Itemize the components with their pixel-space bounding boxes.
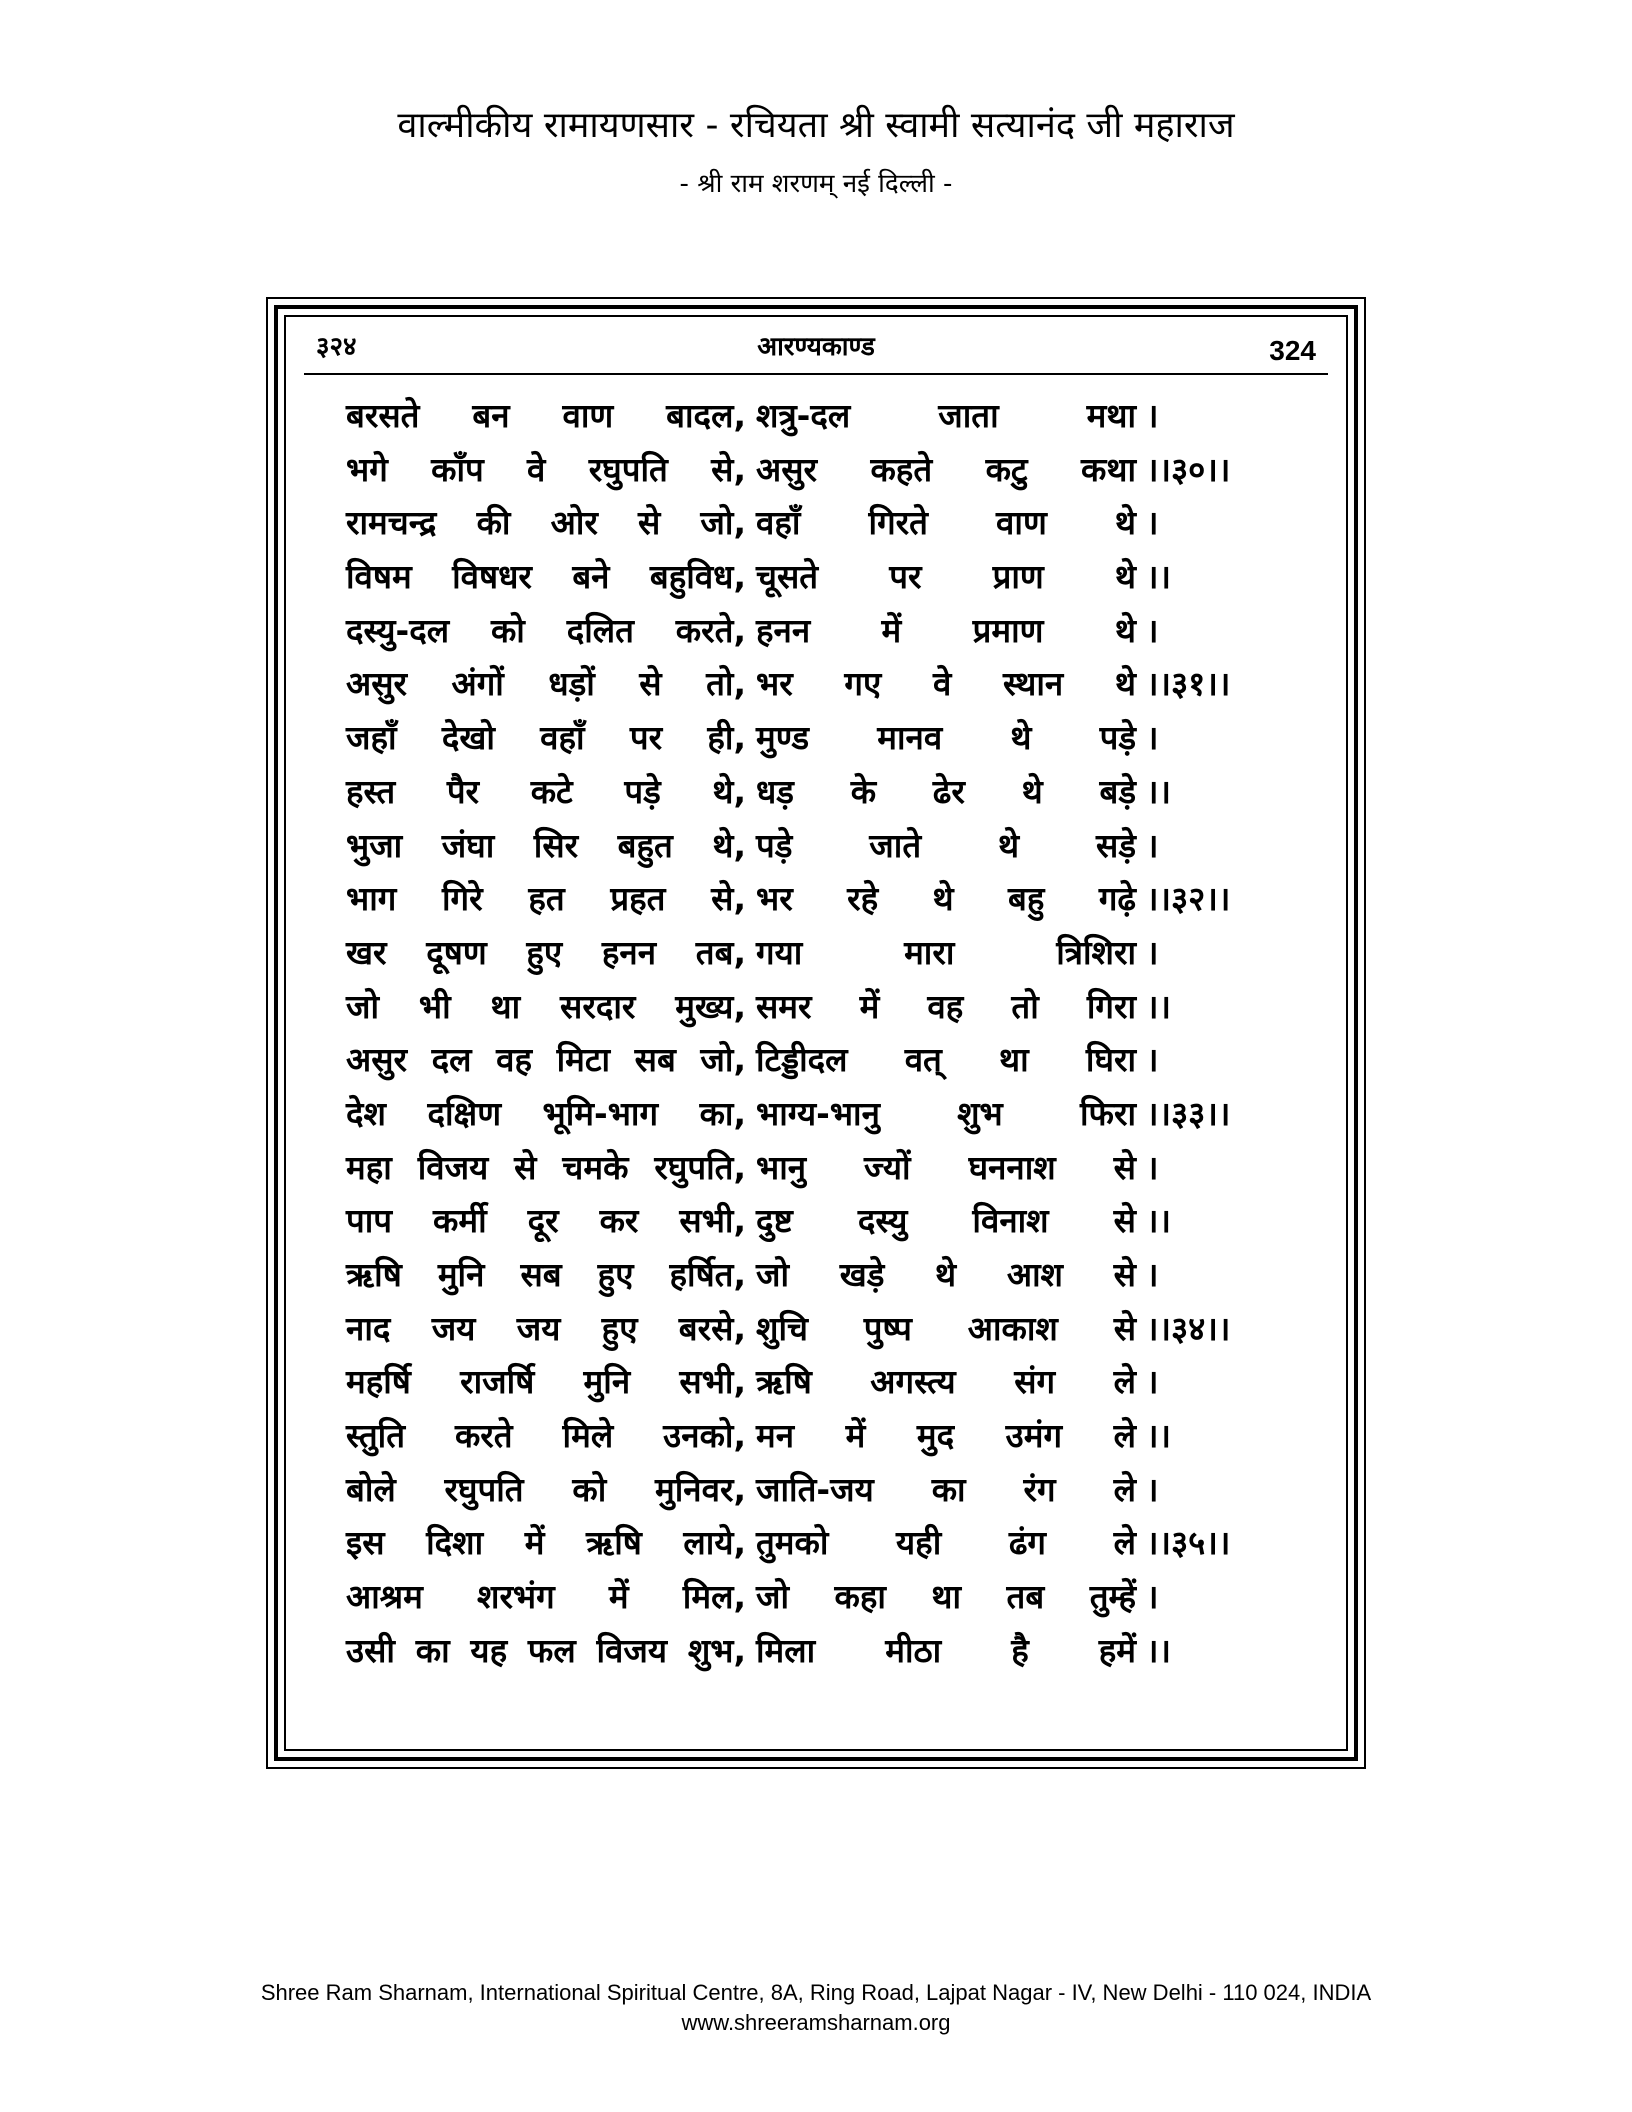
verse-first-half: उसी का यह फल विजय शुभ,: [346, 1630, 746, 1670]
verse-line: [346, 657, 1306, 711]
verse-first-half: भगे काँप वे रघुपति से,: [346, 449, 746, 489]
verse-second-half: असुर कहते कटु कथा: [756, 449, 1136, 489]
verse-second-half: जो कहा था तब तुम्हें: [756, 1577, 1136, 1617]
verse-end-mark: ।: [1146, 1040, 1159, 1080]
verse-end-mark: ।: [1146, 396, 1159, 435]
verse-line: [346, 1516, 1306, 1570]
verse-first-half: असुर अंगों धड़ों से तो,: [346, 664, 746, 704]
verse-second-half: मन में मुद उमंग ले: [756, 1416, 1136, 1456]
verse-second-half: शत्रु-दल जाता मथा: [756, 396, 1136, 435]
verse-line: [346, 1409, 1306, 1463]
verse-end-mark: ।: [1146, 1147, 1159, 1187]
verse-second-half: भर गए वे स्थान थे: [756, 664, 1136, 704]
verse-line: [346, 496, 1306, 550]
verse-first-half: बरसते बन वाण बादल,: [346, 396, 746, 435]
verse-line: [346, 1624, 1306, 1678]
page-header: [316, 327, 1316, 367]
verse-line: [346, 1570, 1306, 1624]
verse-end-mark: ।: [1146, 1577, 1159, 1617]
verse-line: [346, 872, 1306, 926]
verse-first-half: दस्यु-दल को दलित करते,: [346, 610, 746, 650]
page-frame-inner-border: [284, 315, 1348, 1751]
page-frame-middle-border: [274, 305, 1358, 1761]
verse-end-mark: ।: [1146, 825, 1159, 865]
verse-second-half: जो खड़े थे आश से: [756, 1255, 1136, 1294]
verse-end-mark: ।।: [1146, 1201, 1172, 1241]
verse-first-half: जहाँ देखो वहाँ पर ही,: [346, 718, 746, 758]
verse-first-half: असुर दल वह मिटा सब जो,: [346, 1040, 746, 1080]
verse-end-mark: ।।३२।।: [1146, 879, 1231, 919]
verse-line: [346, 1355, 1306, 1409]
verse-second-half: समर में वह तो गिरा: [756, 986, 1136, 1026]
verse-second-half: दुष्ट दस्यु विनाश से: [756, 1201, 1136, 1241]
verse-second-half: चूसते पर प्राण थे: [756, 557, 1136, 597]
verse-first-half: बोले रघुपति को मुनिवर,: [346, 1469, 746, 1509]
verse-end-mark: ।।३३।।: [1146, 1093, 1231, 1133]
verse-line: [346, 765, 1306, 819]
verse-second-half: भर रहे थे बहु गढ़े: [756, 879, 1136, 919]
verse-first-half: खर दूषण हुए हनन तब,: [346, 932, 746, 972]
chapter-title: आरण्यकाण्ड: [757, 332, 875, 362]
verse-first-half: विषम विषधर बने बहुविध,: [346, 557, 746, 597]
verse-first-half: पाप कर्मी दूर कर सभी,: [346, 1201, 746, 1241]
verse-line: [346, 1087, 1306, 1141]
page-number: 324: [1269, 335, 1316, 366]
verse-end-mark: ।।: [1146, 986, 1172, 1026]
verse-second-half: भानु ज्यों घननाश से: [756, 1147, 1136, 1187]
verse-line: [346, 443, 1306, 497]
verse-end-mark: ।।३१।।: [1146, 664, 1231, 704]
verse-line: [346, 1248, 1306, 1302]
verse-second-half: तुमको यही ढंग ले: [756, 1523, 1136, 1563]
verse-end-mark: ।।: [1146, 557, 1172, 597]
verse-first-half: ऋषि मुनि सब हुए हर्षित,: [346, 1255, 746, 1294]
verse-second-half: हनन में प्रमाण थे: [756, 610, 1136, 650]
verse-first-half: रामचन्द्र की ओर से जो,: [346, 503, 746, 543]
verse-end-mark: ।।३०।।: [1146, 449, 1231, 489]
verse-second-half: ऋषि अगस्त्य संग ले: [756, 1362, 1136, 1402]
verse-line: [346, 1194, 1306, 1248]
header-divider: [304, 373, 1328, 375]
verse-line: [346, 1463, 1306, 1517]
verse-second-half: शुचि पुष्प आकाश से: [756, 1308, 1136, 1348]
page-frame: [266, 297, 1366, 1769]
verse-second-half: धड़ के ढेर थे बड़े: [756, 771, 1136, 811]
verse-line: [346, 926, 1306, 980]
verse-first-half: जो भी था सरदार मुख्य,: [346, 986, 746, 1026]
verse-list: [346, 389, 1306, 1678]
verse-line: [346, 1033, 1306, 1087]
document-title: वाल्मीकीय रामायणसार - रचियता श्री स्वामी सत्यानंद जी महाराज: [397, 105, 1235, 146]
verse-first-half: आश्रम शरभंग में मिल,: [346, 1577, 746, 1617]
verse-line: [346, 819, 1306, 873]
verse-second-half: पड़े जाते थे सड़े: [756, 825, 1136, 865]
verse-end-mark: ।।: [1146, 771, 1172, 811]
verse-end-mark: ।: [1146, 1469, 1159, 1509]
verse-first-half: इस दिशा में ऋषि लाये,: [346, 1523, 746, 1563]
verse-end-mark: ।।३५।।: [1146, 1523, 1231, 1563]
verse-second-half: जाति-जय का रंग ले: [756, 1469, 1136, 1509]
verse-first-half: स्तुति करते मिले उनको,: [346, 1416, 746, 1456]
verse-second-half: गया मारा त्रिशिरा: [756, 932, 1136, 972]
verse-end-mark: ।।: [1146, 1630, 1172, 1670]
verse-end-mark: ।।३४।।: [1146, 1308, 1231, 1348]
verse-line: [346, 1302, 1306, 1356]
verse-end-mark: ।: [1146, 503, 1159, 543]
verse-second-half: मिला मीठा है हमें: [756, 1630, 1136, 1670]
verse-second-half: वहाँ गिरते वाण थे: [756, 503, 1136, 543]
verse-end-mark: ।।: [1146, 1416, 1172, 1456]
verse-line: [346, 1141, 1306, 1195]
verse-first-half: भाग गिरे हत प्रहत से,: [346, 879, 746, 919]
document-subtitle: - श्री राम शरणम् नई दिल्ली -: [679, 169, 953, 199]
verse-second-half: टिड्डीदल वत् था घिरा: [756, 1040, 1136, 1080]
verse-first-half: हस्त पैर कटे पड़े थे,: [346, 771, 746, 811]
verse-first-half: महा विजय से चमके रघुपति,: [346, 1147, 746, 1187]
verse-line: [346, 711, 1306, 765]
verse-second-half: मुण्ड मानव थे पड़े: [756, 718, 1136, 758]
verse-end-mark: ।: [1146, 1255, 1159, 1294]
page-number-devanagari: ३२४: [316, 332, 357, 362]
verse-second-half: भाग्य-भानु शुभ फिरा: [756, 1093, 1136, 1133]
verse-first-half: भुजा जंघा सिर बहुत थे,: [346, 825, 746, 865]
verse-first-half: नाद जय जय हुए बरसे,: [346, 1308, 746, 1348]
footer-address: Shree Ram Sharnam, International Spiritual Centre, 8A, Ring Road, Lajpat Nagar - IV, New Delhi - 110 024, INDIA: [260, 1980, 1372, 2005]
verse-first-half: देश दक्षिण भूमि-भाग का,: [346, 1093, 746, 1133]
verse-line: [346, 550, 1306, 604]
verse-first-half: महर्षि राजर्षि मुनि सभी,: [346, 1362, 746, 1402]
verse-end-mark: ।: [1146, 610, 1159, 650]
verse-end-mark: ।: [1146, 932, 1159, 972]
verse-line: [346, 980, 1306, 1034]
verse-line: [346, 389, 1306, 443]
footer-website-link[interactable]: www.shreeramsharnam.org: [681, 2010, 951, 2035]
verse-line: [346, 604, 1306, 658]
verse-end-mark: ।: [1146, 718, 1159, 758]
verse-end-mark: ।: [1146, 1362, 1159, 1402]
